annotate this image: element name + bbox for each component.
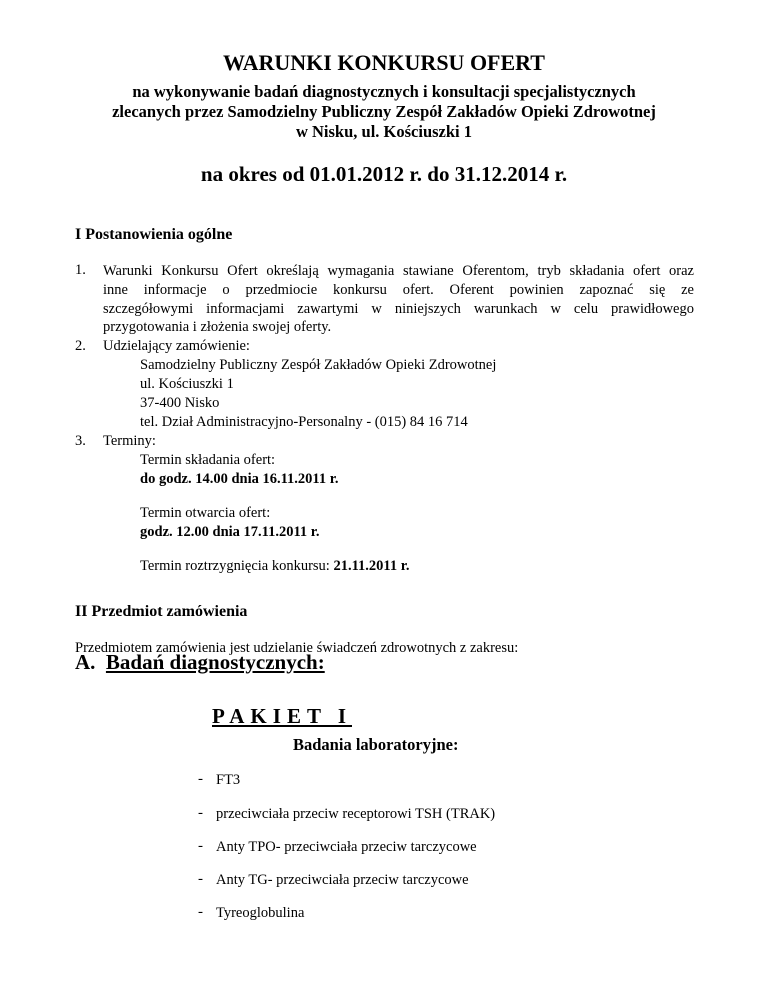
subtitle-line-2: zlecanych przez Samodzielny Publiczny Zespół Zakładów Opieki Zdrowotnej — [112, 102, 656, 121]
opening-date: godz. 12.00 dnia 17.11.2011 r. — [140, 524, 320, 540]
document-title: WARUNKI KONKURSU OFERT — [223, 50, 545, 75]
subsection-a-prefix: A. — [75, 650, 96, 674]
subtitle-line-1: na wykonywanie badań diagnostycznych i konsultacji specjalistycznych — [132, 82, 636, 101]
test-item: przeciwciała przeciw receptorowi TSH (TRAK) — [216, 806, 496, 822]
subsection-a-title: Badań diagnostycznych: — [105, 650, 325, 674]
resolution-line — [140, 558, 409, 575]
bullet-dash: - — [198, 838, 203, 854]
address-phone: tel. Dział Administracyjno-Personalny - (015) 84 16 714 — [140, 414, 468, 430]
bullet-dash: - — [198, 904, 203, 920]
resolution-date: 21.11.2011 r. — [333, 558, 410, 574]
test-item: Tyreoglobulina — [216, 905, 305, 921]
address-city: 37-400 Nisko — [140, 395, 220, 411]
bullet-dash: - — [198, 805, 203, 821]
section-1-heading: I Postanowienia ogólne — [75, 226, 233, 243]
package-subtitle: Badania laboratoryjne: — [293, 735, 459, 754]
item-1-number: 1. — [75, 262, 86, 278]
subtitle-line-3: w Nisku, ul. Kościuszki 1 — [295, 122, 473, 141]
subsection-a-heading — [75, 650, 325, 675]
test-item: Anty TPO- przeciwciała przeciw tarczycowe — [216, 839, 477, 855]
test-item: FT3 — [216, 772, 241, 788]
item-1-line-2: inne informacje o przedmiocie konkursu ofert. Oferent powinien zapoznać się ze — [103, 282, 694, 298]
address-name: Samodzielny Publiczny Zespół Zakładów Opieki Zdrowotnej — [140, 357, 497, 373]
item-1-line-3: szczegółowymi informacjami zawartymi w niniejszych warunkach w celu prawidłowego — [103, 301, 694, 317]
item-3-label: Terminy: — [103, 433, 156, 449]
item-2-number: 2. — [75, 338, 86, 354]
bullet-dash: - — [198, 771, 203, 787]
package-title: PAKIET I — [212, 704, 352, 728]
resolution-label: Termin roztrzygnięcia konkursu: — [140, 558, 334, 574]
section-2-intro: Przedmiotem zamówienia jest udzielanie świadczeń zdrowotnych z zakresu: — [75, 640, 519, 656]
item-3-number: 3. — [75, 433, 86, 449]
bullet-dash: - — [198, 871, 203, 887]
item-2-label: Udzielający zamówienie: — [103, 338, 250, 354]
item-1-line-4: przygotowania i złożenia swojej oferty. — [103, 319, 332, 335]
item-1-line-1: Warunki Konkursu Ofert określają wymagania stawiane Oferentom, tryb składania ofert oraz — [103, 263, 694, 279]
submission-deadline: do godz. 14.00 dnia 16.11.2011 r. — [140, 471, 339, 487]
address-street: ul. Kościuszki 1 — [140, 376, 234, 392]
submission-label: Termin składania ofert: — [140, 452, 276, 468]
opening-label: Termin otwarcia ofert: — [140, 505, 271, 521]
test-item: Anty TG- przeciwciała przeciw tarczycowe — [216, 872, 469, 888]
section-2-heading: II Przedmiot zamówienia — [75, 603, 248, 620]
contract-period: na okres od 01.01.2012 r. do 31.12.2014 r. — [200, 162, 568, 186]
